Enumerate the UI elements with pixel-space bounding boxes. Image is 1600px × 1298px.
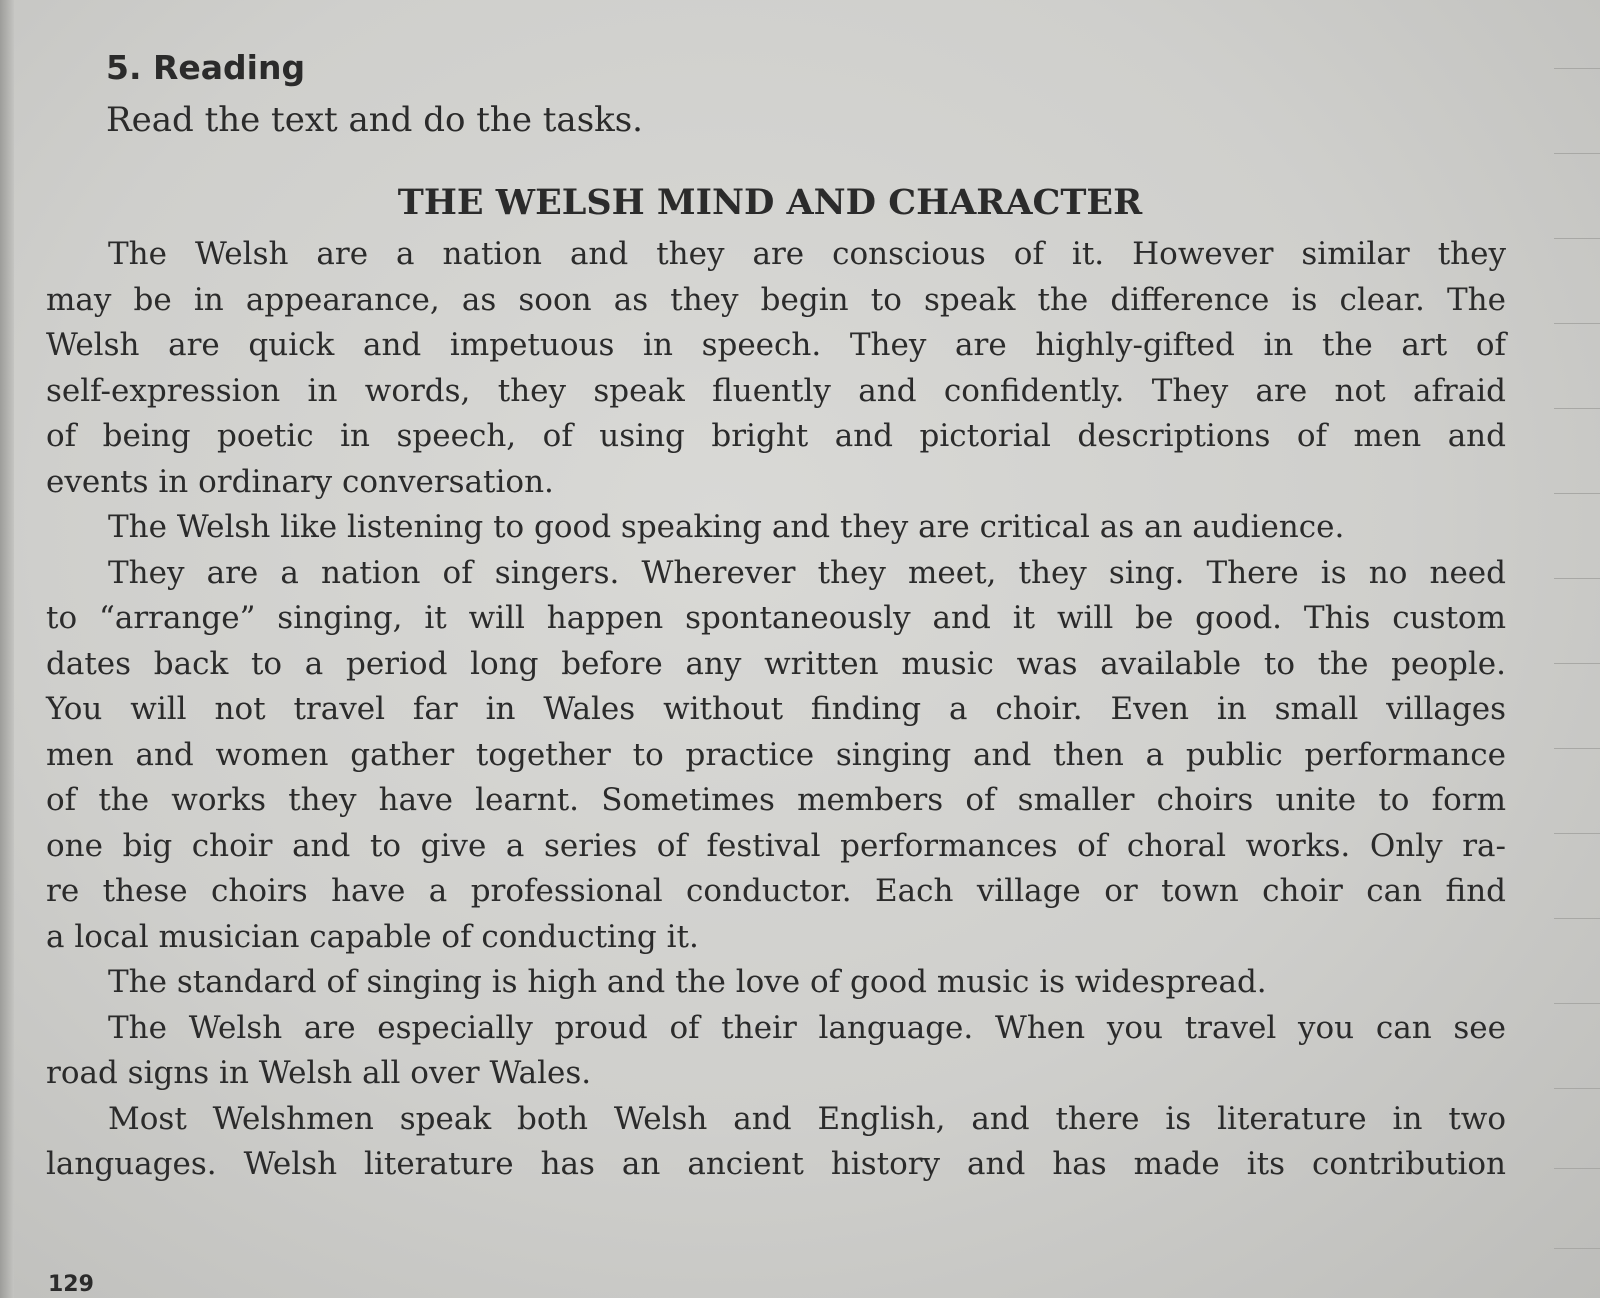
text-line: You will not travel far in Wales without finding a choir. Even in small villages <box>46 691 1506 727</box>
margin-tick <box>1554 238 1600 239</box>
text-line: road signs in Welsh all over Wales. <box>46 1055 592 1091</box>
margin-tick <box>1554 663 1600 664</box>
margin-tick <box>1554 408 1600 409</box>
text-line: The Welsh are especially proud of their language. When you travel you can see <box>108 1009 1506 1046</box>
margin-tick <box>1554 833 1600 834</box>
text-line: The Welsh like listening to good speaking and they are critical as an audience. <box>108 509 1345 545</box>
margin-tick <box>1554 153 1600 154</box>
text-line: dates back to a period long before any written music was available to the people. <box>46 645 1506 682</box>
text-line: a local musician capable of conducting it. <box>46 918 699 955</box>
text-line: re these choirs have a professional conductor. Each village or town choir can find <box>46 873 1506 909</box>
text-line: The Welsh are a nation and they are conscious of it. However similar they <box>108 236 1506 272</box>
right-margin-ticks <box>1540 0 1600 1298</box>
text-line: of the works they have learnt. Sometimes members of smaller choirs unite to form <box>46 782 1506 818</box>
text-line: Most Welshmen speak both Welsh and English, and there is literature in two <box>108 1100 1506 1137</box>
article-body <box>46 232 1506 1188</box>
margin-tick <box>1554 748 1600 749</box>
text-line: The standard of singing is high and the love of good music is widespread. <box>108 964 1267 1000</box>
text-line: They are a nation of singers. Wherever they meet, they sing. There is no need <box>108 554 1506 591</box>
margin-tick <box>1554 1003 1600 1004</box>
article-title: THE WELSH MIND AND CHARACTER <box>397 182 1143 223</box>
margin-tick <box>1554 918 1600 919</box>
text-line: languages. Welsh literature has an ancient history and has made its contribution <box>46 1146 1506 1182</box>
margin-tick <box>1554 1248 1600 1249</box>
margin-tick <box>1554 578 1600 579</box>
instruction-text: Read the text and do the tasks. <box>106 100 643 140</box>
text-line: of being poetic in speech, of using bright and pictorial descriptions of men and <box>46 418 1506 454</box>
margin-tick <box>1554 68 1600 69</box>
margin-tick <box>1554 1168 1600 1169</box>
text-line: one big choir and to give a series of festival performances of choral works. Only ra- <box>46 827 1506 864</box>
text-line: events in ordinary conversation. <box>46 463 554 500</box>
text-line: men and women gather together to practice singing and then a public performance <box>46 736 1506 773</box>
margin-tick <box>1554 493 1600 494</box>
text-line: may be in appearance, as soon as they begin to speak the difference is clear. The <box>46 281 1506 318</box>
margin-tick <box>1554 323 1600 324</box>
page-number: 129 <box>48 1272 94 1297</box>
text-line: Welsh are quick and impetuous in speech. They are highly-gifted in the art of <box>46 327 1506 363</box>
text-line: to “arrange” singing, it will happen spontaneously and it will be good. This custom <box>46 600 1506 636</box>
text-line: self-expression in words, they speak fluently and confidently. They are not afraid <box>46 372 1506 409</box>
margin-tick <box>1554 1088 1600 1089</box>
section-heading: 5. Reading <box>106 48 306 87</box>
